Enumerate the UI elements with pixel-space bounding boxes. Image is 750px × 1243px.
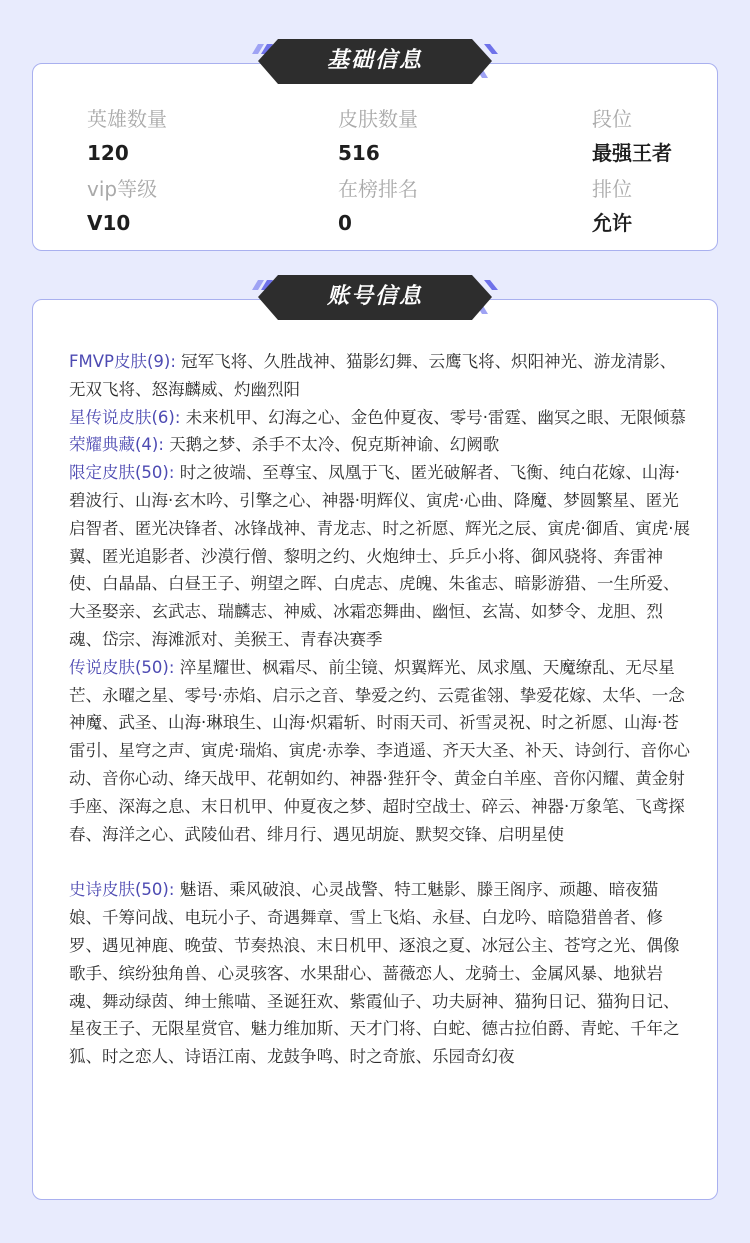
stat-value: 允许 <box>592 211 632 235</box>
skin-group-glory-collection <box>69 431 691 459</box>
group-spacer <box>69 848 691 876</box>
stat-value: 516 <box>338 141 380 165</box>
section-title: 基础信息 <box>326 48 423 73</box>
stat-vip-level <box>87 176 157 236</box>
skin-category-label: FMVP皮肤(9): <box>69 352 176 371</box>
stat-rank-tier <box>592 106 672 166</box>
basic-info-card <box>32 63 718 251</box>
stat-value: 最强王者 <box>592 141 672 165</box>
skin-group-legend <box>69 654 691 849</box>
skin-category-label: 史诗皮肤(50): <box>69 880 175 900</box>
stat-label: 排位 <box>592 177 632 201</box>
skin-group-epic <box>69 876 691 1071</box>
skin-names: 未来机甲、幻海之心、金色仲夏夜、零号·雷霆、幽冥之眼、无限倾慕 <box>185 407 686 427</box>
stat-label: 英雄数量 <box>87 107 167 131</box>
stat-value: V10 <box>87 211 131 235</box>
stat-label: vip等级 <box>87 177 158 201</box>
stat-hero-count <box>87 106 167 166</box>
section-title: 账号信息 <box>326 284 423 309</box>
section-badge-account-info <box>248 274 502 322</box>
stat-ranked-allowed <box>592 176 632 236</box>
skin-category-label: 荣耀典藏(4): <box>69 435 164 455</box>
section-badge-basic-info <box>248 38 502 86</box>
skin-category-label: 传说皮肤(50): <box>69 657 175 677</box>
stat-value: 0 <box>338 211 352 235</box>
skin-group-limited <box>69 459 691 654</box>
skin-names: 冠军飞将、久胜战神、猫影幻舞、云鹰飞将、炽阳神光、游龙清影、无双飞将、怒海麟威、灼幽烈阳 <box>69 352 677 399</box>
account-info-card <box>32 299 718 1200</box>
stat-leaderboard-rank <box>338 176 418 236</box>
skin-list <box>69 348 691 1071</box>
skin-category-label: 星传说皮肤(6): <box>69 407 181 427</box>
skin-names: 时之彼端、至尊宝、凤凰于飞、匿光破解者、飞衡、纯白花嫁、山海·碧波行、山海·玄木吟、引擎之心、神器·明辉仪、寅虎·心曲、降魔、梦圆繁星、匿光启智者、匿光决锋者、冰锋战神、青龙志、时之祈愿、辉光之辰、寅虎·御盾、寅虎·展翼、匿光追影者、沙漠行僧、黎明之约、火炮绅士、乒乒小将、御风骁将、奔雷神使、白晶晶、白昼王子、朔望之晖、白虎志、虎魄、朱雀志、暗影游猎、一生所爱、大圣娶亲、玄武志、瑞麟志、神威、冰霜恋舞曲、幽恒、玄嵩、如梦令、龙胆、烈魂、岱宗、海滩派对、美猴王、青春决赛季 <box>69 463 690 649</box>
skin-group-fmvp <box>69 348 691 404</box>
skin-category-label: 限定皮肤(50): <box>69 463 175 483</box>
skin-names: 魅语、乘风破浪、心灵战警、特工魅影、滕王阁序、顽趣、暗夜猫娘、千筹问战、电玩小子、奇遇舞章、雪上飞焰、永昼、白龙吟、暗隐猎兽者、修罗、遇见神鹿、晚萤、节奏热浪、末日机甲、逐浪之夏、冰冠公主、苍穹之光、偶像歌手、缤纷独角兽、心灵骇客、水果甜心、蔷薇恋人、龙骑士、金属风暴、地狱岩魂、舞动绿茵、绅士熊喵、圣诞狂欢、紫霞仙子、功夫厨神、猫狗日记、猫狗日记、星夜王子、无限星赏官、魅力维加斯、天才门将、白蛇、德古拉伯爵、青蛇、千年之狐、时之恋人、诗语江南、龙鼓争鸣、时之奇旅、乐园奇幻夜 <box>69 880 680 1067</box>
stat-skin-count <box>338 106 418 166</box>
stat-label: 皮肤数量 <box>338 107 418 131</box>
skin-names: 淬星耀世、枫霜尽、前尘镜、炽翼辉光、凤求凰、天魔缭乱、无尽星芒、永曜之星、零号·赤焰、启示之音、挚爱之约、云霓雀翎、挚爱花嫁、太华、一念神魔、武圣、山海·琳琅生、山海·炽霜斩、时雨天司、祈雪灵祝、时之祈愿、山海·苍雷引、星穹之声、寅虎·瑞焰、寅虎·赤拳、李逍遥、齐天大圣、补天、诗剑行、音你心动、音你心动、绛天战甲、花朝如约、神器·狴犴令、黄金白羊座、音你闪耀、黄金射手座、深海之息、末日机甲、仲夏夜之梦、超时空战士、碎云、神器·万象笔、飞鸢探春、海洋之心、武陵仙君、绯月行、遇见胡旋、默契交锋、启明星使 <box>69 657 690 844</box>
stat-label: 段位 <box>592 107 632 131</box>
skin-group-star-legend <box>69 404 691 432</box>
stat-label: 在榜排名 <box>338 177 418 201</box>
skin-names: 天鹅之梦、杀手不太冷、倪克斯神谕、幻阙歌 <box>169 435 500 455</box>
stat-value: 120 <box>87 141 129 165</box>
